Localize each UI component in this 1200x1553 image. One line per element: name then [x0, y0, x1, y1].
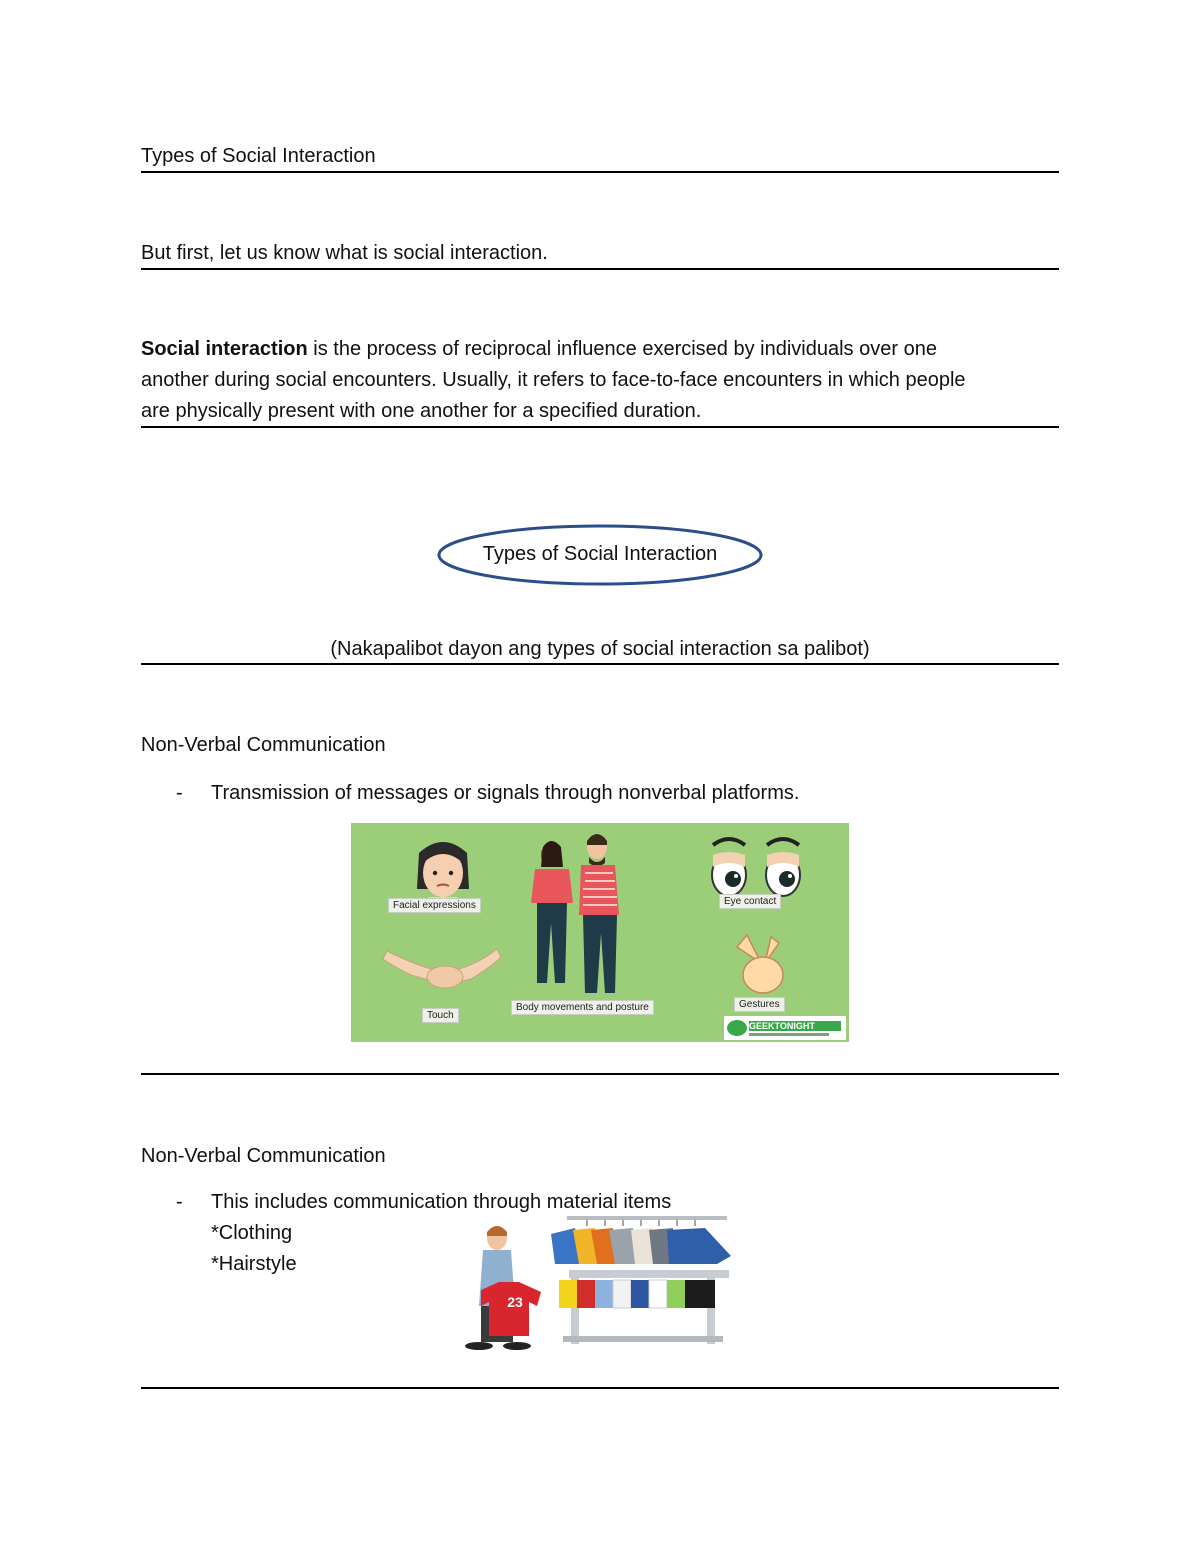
definition-line2: another during social encounters. Usually, it refers to face-to-face encounters in which people	[141, 369, 966, 391]
section1-bullet: Transmission of messages or signals through nonverbal platforms.	[211, 782, 800, 804]
label-gestures: Gestures	[734, 997, 785, 1012]
shirt-number: 23	[507, 1294, 523, 1310]
section1-title: Non-Verbal Communication	[141, 734, 386, 756]
couple-icon	[531, 834, 619, 993]
item-hairstyle: *Hairstyle	[211, 1253, 297, 1275]
oval-label: Types of Social Interaction	[482, 543, 718, 565]
label-eye-contact: Eye contact	[719, 894, 781, 909]
logo-text: GEEKTONIGHT	[749, 1021, 815, 1031]
label-facial-expressions: Facial expressions	[388, 898, 481, 913]
definition-line1: is the process of reciprocal influence exercised by individuals over one	[307, 338, 937, 360]
gesture-icon	[737, 935, 783, 993]
label-touch: Touch	[422, 1008, 459, 1023]
clothing-rack-illustration	[455, 1210, 745, 1352]
rule-6	[141, 1387, 1059, 1389]
rule-1	[141, 171, 1059, 173]
definition-line3: are physically present with one another for a specified duration.	[141, 400, 702, 422]
rule-3	[141, 426, 1059, 428]
clothing-figure	[455, 1210, 745, 1352]
definition-paragraph	[141, 334, 1061, 427]
oval-note: (Nakapalibot dayon ang types of social interaction sa palibot)	[330, 638, 870, 660]
page-heading: Types of Social Interaction	[141, 145, 376, 167]
rule-2	[141, 268, 1059, 270]
facial-expression-icon	[417, 842, 469, 905]
definition-term: Social interaction	[141, 338, 308, 360]
types-oval	[437, 523, 763, 587]
intro-question: But first, let us know what is social interaction.	[141, 242, 548, 264]
rule-5	[141, 1073, 1059, 1075]
nonverbal-figure	[351, 823, 849, 1042]
rule-4	[141, 663, 1059, 665]
section1-dash: -	[176, 782, 183, 804]
section2-dash: -	[176, 1191, 183, 1213]
label-body-movements: Body movements and posture	[511, 1000, 654, 1015]
handshake-icon	[383, 949, 501, 988]
eye-contact-icon	[712, 839, 800, 896]
section2-title: Non-Verbal Communication	[141, 1145, 386, 1167]
section2-bullet: This includes communication through material items	[211, 1191, 672, 1213]
item-clothing: *Clothing	[211, 1222, 293, 1244]
